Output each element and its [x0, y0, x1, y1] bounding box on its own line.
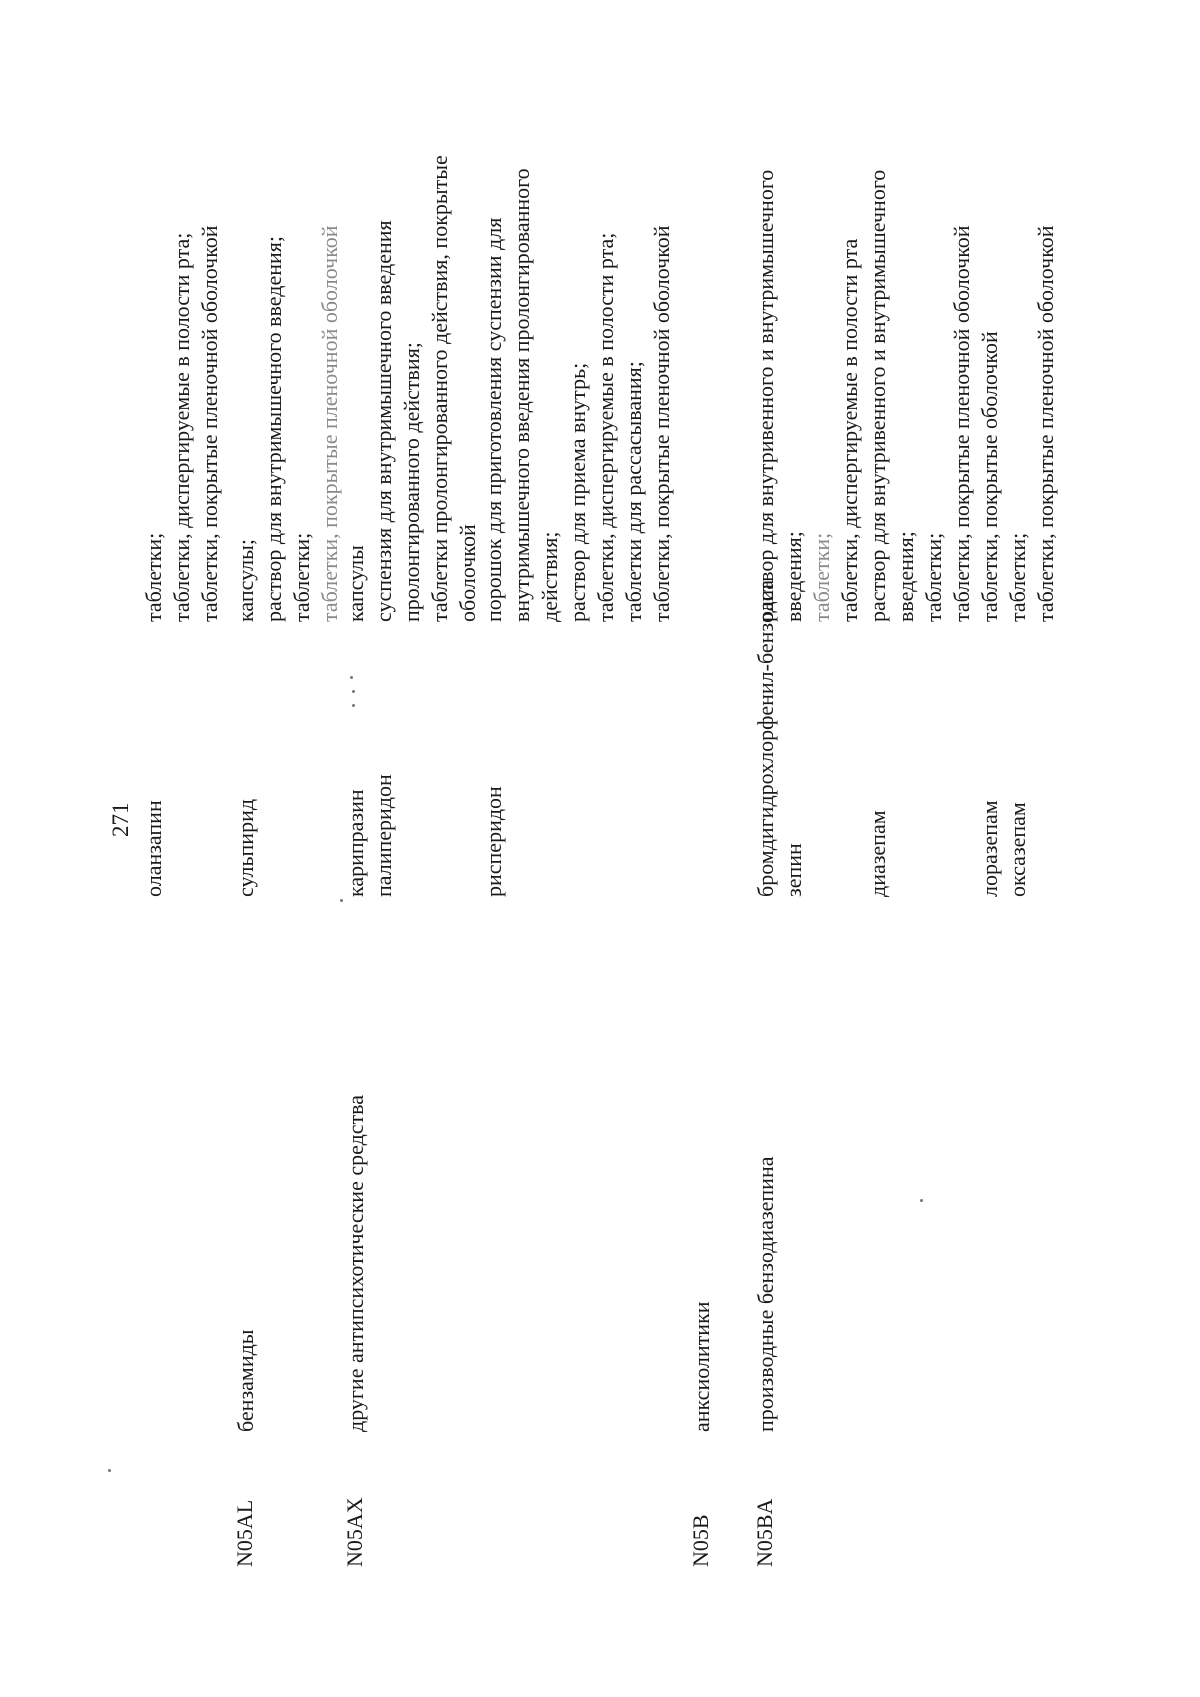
dosage-form: таблетки для рассасывания;: [621, 361, 646, 622]
dosage-form: таблетки;: [289, 532, 314, 622]
drug-names: [140, 647, 168, 897]
dosage-forms: [140, 42, 224, 622]
drug-name: оксазепам: [1005, 802, 1030, 897]
atc-code: N05BA: [752, 1498, 777, 1567]
drug-name: рисперидон: [481, 786, 506, 897]
dosage-forms: [342, 42, 482, 622]
dosage-form: таблетки, покрытые пленочной оболочкой: [197, 225, 222, 622]
page-number: 271: [108, 802, 133, 837]
dosage-forms: [752, 42, 864, 622]
atc-code: N05B: [688, 1514, 713, 1567]
dosage-form: таблетки, диспергируемые в полости рта;: [169, 232, 194, 622]
dosage-form: таблетки;: [921, 532, 946, 622]
dosage-form: капсулы;: [233, 539, 258, 622]
dosage-form: таблетки;: [141, 532, 166, 622]
dosage-form: таблетки, покрытые оболочкой: [977, 331, 1002, 622]
atc-code: N05AX: [342, 1497, 367, 1567]
drug-name: диазепам: [865, 810, 890, 897]
dosage-form: действия;: [537, 531, 562, 622]
dosage-form: раствор для приема внутрь;: [565, 362, 590, 622]
drug-name: сульпирид: [233, 798, 258, 897]
drug-name: оланзапин: [141, 800, 166, 897]
dosage-form: таблетки, диспергируемые в полости рта: [837, 238, 862, 622]
drug-names: [232, 647, 260, 897]
dosage-form: таблетки;: [809, 532, 834, 622]
dosage-form: таблетки, покрытые пленочной оболочкой: [949, 225, 974, 622]
drug-group: анксиолитики: [689, 1301, 714, 1432]
drug-names: [342, 647, 398, 897]
dosage-form: суспензия для внутримышечного введения: [371, 220, 396, 622]
drug-name: бромдигидрохлорфенил-бензодиа: [753, 579, 778, 897]
dosage-form: раствор для внутривенного и внутримышечного: [753, 169, 778, 622]
dosage-form: капсулы: [343, 545, 368, 622]
drug-group: производные бензодиазепина: [753, 1156, 778, 1432]
drug-name: карипразин: [343, 789, 368, 897]
dosage-form: раствор для внутривенного и внутримышечного: [865, 169, 890, 622]
dosage-form: таблетки, диспергируемые в полости рта;: [593, 232, 618, 622]
dosage-form: порошок для приготовления суспензии для: [481, 217, 506, 622]
dosage-form: таблетки пролонгированного действия, покрытые: [427, 155, 452, 622]
dosage-forms: [480, 42, 676, 622]
dosage-form: внутримышечного введения пролонгированного: [509, 168, 534, 622]
drug-group: другие антипсихотические средства: [343, 1094, 368, 1432]
dosage-form: таблетки, покрытые пленочной оболочкой: [1033, 225, 1058, 622]
scan-speck: [350, 676, 353, 679]
dosage-form: таблетки;: [1005, 532, 1030, 622]
drug-name: палиперидон: [371, 774, 396, 897]
scan-speck: [920, 1199, 923, 1202]
dosage-form: введения;: [893, 531, 918, 622]
dosage-form: оболочкой: [455, 524, 480, 622]
drug-names: [752, 579, 808, 897]
dosage-forms: [976, 42, 1060, 622]
dosage-form: введения;: [781, 531, 806, 622]
atc-code: N05AL: [232, 1499, 257, 1567]
scan-speck: [352, 690, 355, 693]
drug-names: [864, 647, 892, 897]
drug-names: [480, 647, 508, 897]
dosage-form: таблетки, покрытые пленочной оболочкой: [317, 225, 342, 622]
dosage-form: раствор для внутримышечного введения;: [261, 235, 286, 622]
dosage-forms: [864, 42, 976, 622]
dosage-forms: [232, 42, 344, 622]
drug-names: [976, 647, 1032, 897]
drug-name: зепин: [781, 843, 806, 897]
drug-name: лоразепам: [977, 800, 1002, 897]
scan-speck: [340, 899, 343, 902]
scan-speck: [108, 1469, 111, 1472]
dosage-form: пролонгированного действия;: [399, 342, 424, 622]
dosage-form: таблетки, покрытые пленочной оболочкой: [649, 225, 674, 622]
drug-group: бензамиды: [233, 1329, 258, 1432]
scan-speck: [352, 704, 355, 707]
